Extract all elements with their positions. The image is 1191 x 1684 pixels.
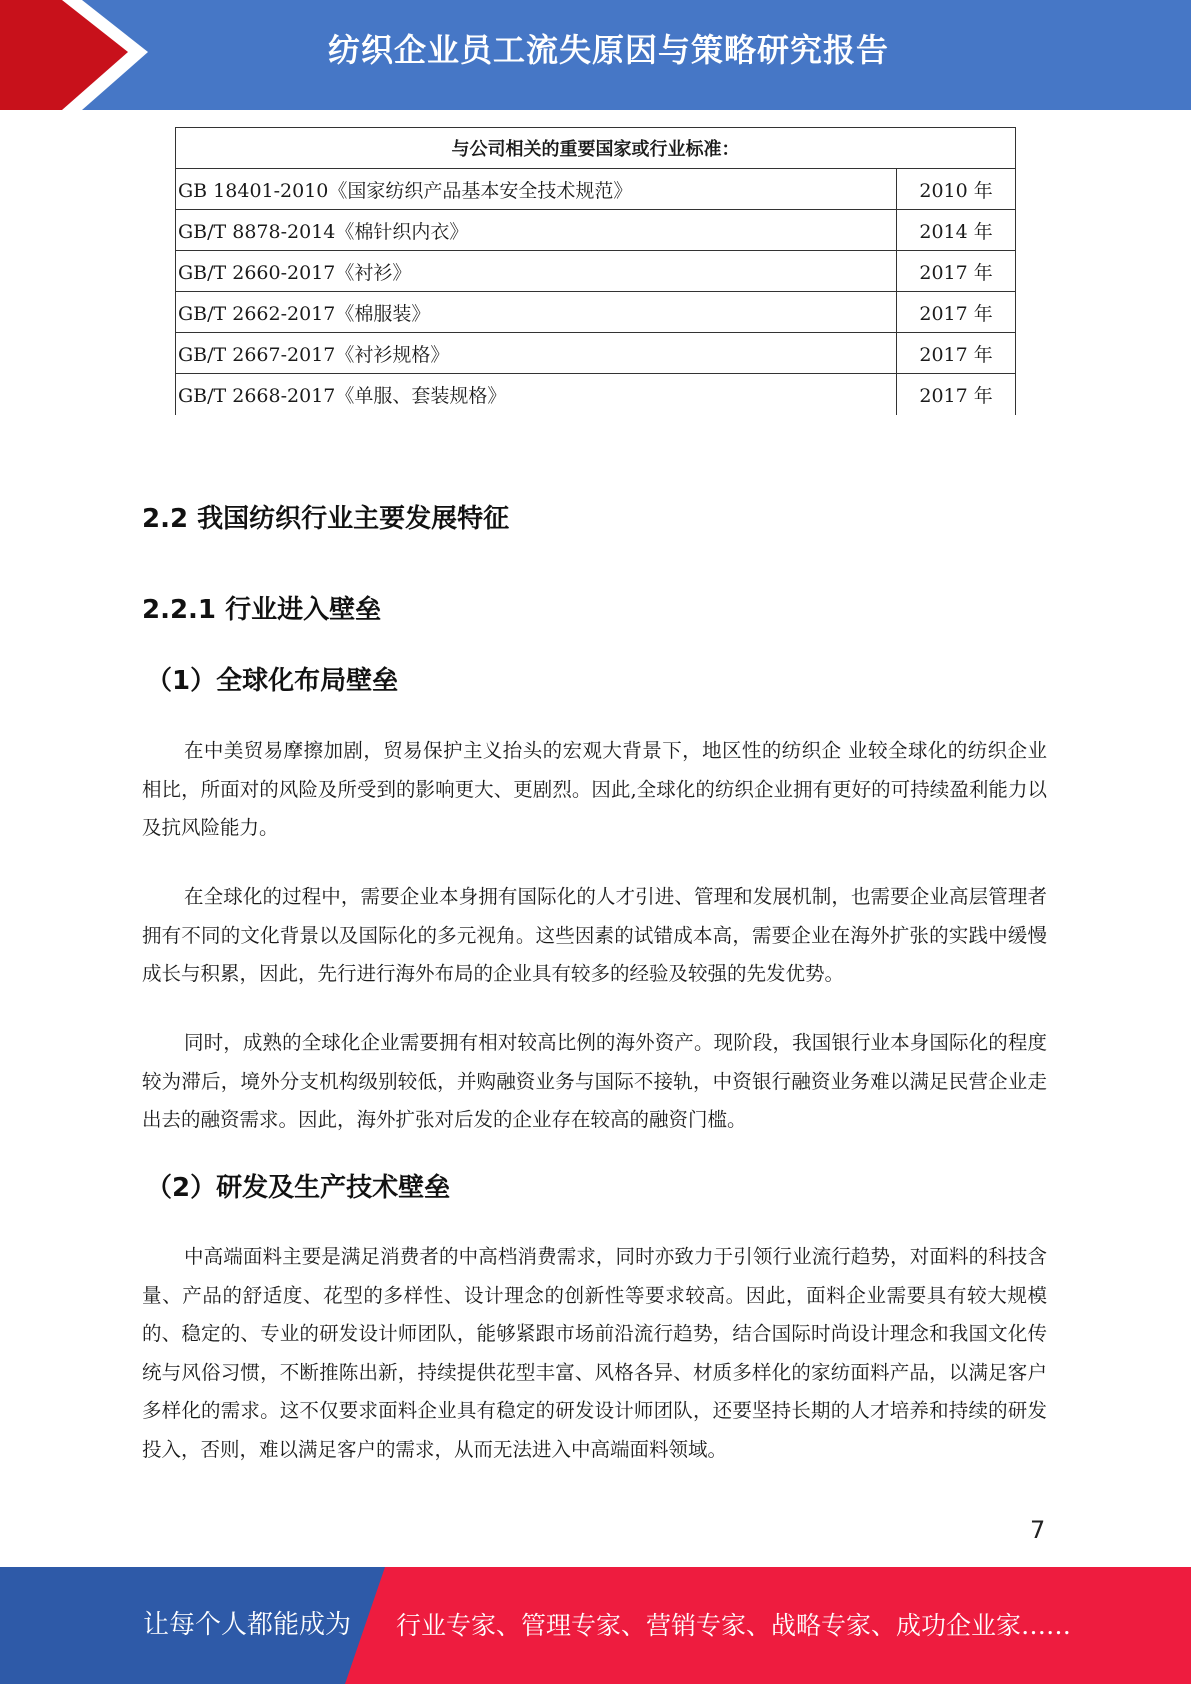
item-heading-global-barrier: （1）全球化布局壁垒 [146, 666, 399, 696]
table-heading: 与公司相关的重要国家或行业标准： [176, 128, 1016, 169]
paragraph: 在中美贸易摩擦加剧，贸易保护主义抬头的宏观大背景下，地区性的纺织企 业较全球化的纺织企业相比，所面对的风险及所受到的影响更大、更剧烈。因此,全球化的纺织企业拥有更好的可持续盈利能力以及抗风险能力。 [142, 739, 1047, 839]
table-row [176, 333, 1016, 374]
table-row [176, 374, 1016, 415]
table-row [176, 169, 1016, 210]
section-heading: 2.2 我国纺织行业主要发展特征 [142, 504, 510, 534]
standard-name: GB/T 2668-2017《单服、套装规格》 [176, 374, 897, 415]
standard-name: GB/T 2667-2017《衬衫规格》 [176, 333, 897, 374]
footer-slogan-left: 让每个人都能成为 [143, 1610, 352, 1640]
paragraph: 在全球化的过程中，需要企业本身拥有国际化的人才引进、管理和发展机制，也需要企业高层管理者拥有不同的文化背景以及国际化的多元视角。这些因素的试错成本高，需要企业在海外扩张的实践中缓慢成长与积累，因此，先行进行海外布局的企业具有较多的经验及较强的先发优势。 [142, 885, 1047, 985]
standard-year: 2014 年 [897, 210, 1016, 251]
page-header [0, 0, 1191, 110]
standard-year: 2017 年 [897, 374, 1016, 415]
paragraph: 同时，成熟的全球化企业需要拥有相对较高比例的海外资产。现阶段，我国银行业本身国际化的程度较为滞后，境外分支机构级别较低，并购融资业务与国际不接轨，中资银行融资业务难以满足民营企业走出去的融资需求。因此，海外扩张对后发的企业存在较高的融资门槛。 [142, 1031, 1047, 1131]
standard-year: 2017 年 [897, 292, 1016, 333]
standard-name: GB 18401-2010《国家纺织产品基本安全技术规范》 [176, 169, 897, 210]
table-row [176, 251, 1016, 292]
standard-name: GB/T 2662-2017《棉服装》 [176, 292, 897, 333]
paragraph: 中高端面料主要是满足消费者的中高档消费需求，同时亦致力于引领行业流行趋势，对面料的科技含量、产品的舒适度、花型的多样性、设计理念的创新性等要求较高。因此，面料企业需要具有较大规模的、稳定的、专业的研发设计师团队，能够紧跟市场前沿流行趋势，结合国际时尚设计理念和我国文化传统与风俗习惯，不断推陈出新，持续提供花型丰富、风格各异、材质多样化的家纺面料产品，以满足客户多样化的需求。这不仅要求面料企业具有稳定的研发设计师团队，还要坚持长期的人才培养和持续的研发投入，否则，难以满足客户的需求，从而无法进入中高端面料领域。 [142, 1245, 1047, 1461]
standard-name: GB/T 8878-2014《棉针织内衣》 [176, 210, 897, 251]
standard-name: GB/T 2660-2017《衬衫》 [176, 251, 897, 292]
subsection-heading: 2.2.1 行业进入壁垒 [142, 595, 382, 625]
report-title: 纺织企业员工流失原因与策略研究报告 [327, 31, 889, 69]
standard-year: 2017 年 [897, 333, 1016, 374]
standard-year: 2017 年 [897, 251, 1016, 292]
page-number: 7 [1030, 1516, 1046, 1544]
standards-table [175, 127, 1016, 415]
table-header-row [176, 128, 1016, 169]
table-row [176, 292, 1016, 333]
page-footer [0, 1567, 1191, 1684]
table-row [176, 210, 1016, 251]
footer-slogan-right: 行业专家、管理专家、营销专家、战略专家、成功企业家…… [396, 1611, 1072, 1640]
item-heading-rd-barrier: （2）研发及生产技术壁垒 [146, 1173, 451, 1203]
standard-year: 2010 年 [897, 169, 1016, 210]
